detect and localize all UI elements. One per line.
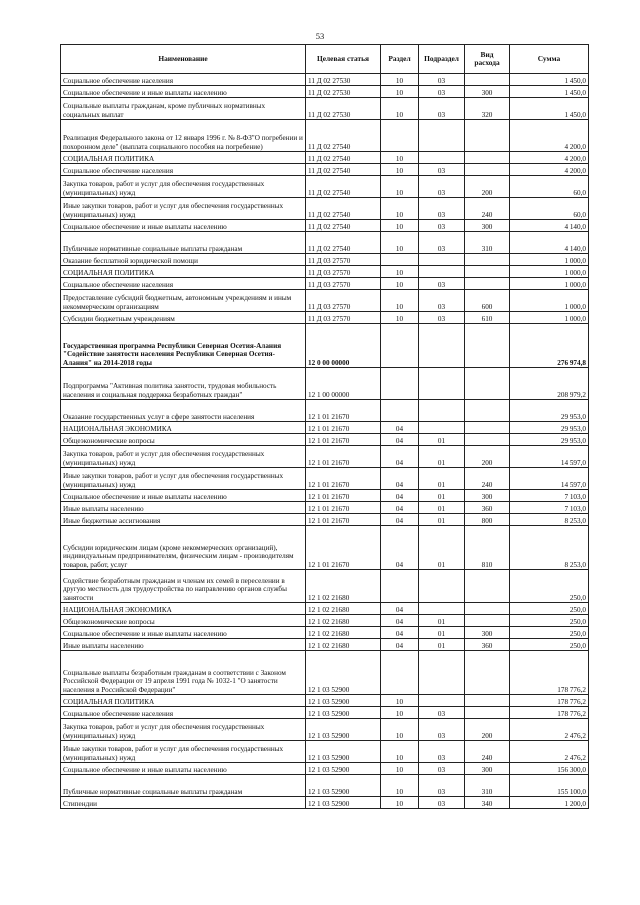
header-section: Раздел (381, 45, 419, 74)
row-sum-cell: 4 200,0 (510, 152, 589, 164)
row-subsection-cell: 03 (419, 164, 465, 176)
row-name-cell: Государственная программа Республики Северная Осетия-Алания "Содействие занятости населения Республики Северная Осетия-Алания" на 2014-2018 годы (61, 324, 306, 368)
row-name-cell: Иные выплаты населению (61, 639, 306, 651)
row-target-article-cell: 12 1 01 21670 (306, 446, 381, 468)
table-row (61, 400, 589, 422)
row-name-cell: Общеэкономические вопросы (61, 434, 306, 446)
row-section-cell: 10 (381, 176, 419, 198)
row-subsection-cell: 01 (419, 446, 465, 468)
row-sum-cell: 1 200,0 (510, 797, 589, 809)
table-row (61, 176, 589, 198)
row-expense-type-cell: 600 (465, 290, 510, 312)
row-section-cell: 04 (381, 490, 419, 502)
row-sum-cell: 8 253,0 (510, 526, 589, 570)
table-row (61, 324, 589, 368)
table-row (61, 278, 589, 290)
row-sum-cell: 7 103,0 (510, 502, 589, 514)
row-section-cell: 04 (381, 514, 419, 526)
row-expense-type-cell: 610 (465, 312, 510, 324)
row-subsection-cell (419, 152, 465, 164)
row-target-article-cell: 12 1 01 21670 (306, 400, 381, 422)
row-subsection-cell: 03 (419, 86, 465, 98)
row-subsection-cell: 03 (419, 278, 465, 290)
row-expense-type-cell (465, 266, 510, 278)
row-name-cell: Иные закупки товаров, работ и услуг для обеспечения государственных (муниципальных) нужд (61, 468, 306, 490)
row-sum-cell: 1 000,0 (510, 278, 589, 290)
row-section-cell: 10 (381, 86, 419, 98)
row-section-cell (381, 254, 419, 266)
row-name-cell: СОЦИАЛЬНАЯ ПОЛИТИКА (61, 152, 306, 164)
row-target-article-cell: 12 1 01 21670 (306, 434, 381, 446)
row-subsection-cell (419, 368, 465, 400)
row-expense-type-cell: 240 (465, 741, 510, 763)
table-row (61, 198, 589, 220)
row-expense-type-cell (465, 74, 510, 86)
row-sum-cell: 1 450,0 (510, 98, 589, 120)
row-sum-cell: 4 200,0 (510, 120, 589, 152)
row-name-cell: Социальное обеспечение и иные выплаты населению (61, 763, 306, 775)
row-subsection-cell: 01 (419, 615, 465, 627)
row-expense-type-cell (465, 603, 510, 615)
row-sum-cell: 4 200,0 (510, 164, 589, 176)
row-subsection-cell: 03 (419, 198, 465, 220)
row-expense-type-cell: 200 (465, 176, 510, 198)
row-section-cell: 04 (381, 434, 419, 446)
row-sum-cell: 156 300,0 (510, 763, 589, 775)
row-subsection-cell: 03 (419, 98, 465, 120)
row-subsection-cell (419, 651, 465, 695)
row-sum-cell: 7 103,0 (510, 490, 589, 502)
row-target-article-cell: 12 1 02 21680 (306, 570, 381, 603)
row-target-article-cell: 12 1 01 21670 (306, 502, 381, 514)
row-section-cell: 10 (381, 152, 419, 164)
row-sum-cell: 1 000,0 (510, 266, 589, 278)
row-sum-cell: 1 450,0 (510, 74, 589, 86)
row-name-cell: Социальное обеспечение и иные выплаты населению (61, 86, 306, 98)
row-subsection-cell: 01 (419, 639, 465, 651)
row-sum-cell: 14 597,0 (510, 468, 589, 490)
row-subsection-cell: 03 (419, 74, 465, 86)
table-row (61, 164, 589, 176)
row-subsection-cell (419, 603, 465, 615)
row-subsection-cell: 01 (419, 514, 465, 526)
row-expense-type-cell: 240 (465, 468, 510, 490)
row-target-article-cell: 12 1 01 21670 (306, 490, 381, 502)
row-sum-cell: 1 000,0 (510, 290, 589, 312)
row-section-cell: 04 (381, 468, 419, 490)
row-target-article-cell: 12 1 02 21680 (306, 639, 381, 651)
row-sum-cell: 208 979,2 (510, 368, 589, 400)
row-target-article-cell: 11 Д 02 27540 (306, 120, 381, 152)
row-section-cell: 10 (381, 266, 419, 278)
row-section-cell: 04 (381, 422, 419, 434)
row-expense-type-cell: 360 (465, 639, 510, 651)
row-subsection-cell: 03 (419, 775, 465, 797)
row-sum-cell: 178 776,2 (510, 707, 589, 719)
row-name-cell: НАЦИОНАЛЬНАЯ ЭКОНОМИКА (61, 422, 306, 434)
row-expense-type-cell: 340 (465, 797, 510, 809)
row-subsection-cell: 03 (419, 232, 465, 254)
table-row (61, 422, 589, 434)
row-name-cell: Социальное обеспечение и иные выплаты населению (61, 627, 306, 639)
row-subsection-cell (419, 400, 465, 422)
row-name-cell: Иные выплаты населению (61, 502, 306, 514)
row-target-article-cell: 12 1 02 21680 (306, 627, 381, 639)
row-expense-type-cell: 300 (465, 86, 510, 98)
row-target-article-cell: 12 1 03 52900 (306, 651, 381, 695)
row-sum-cell: 29 953,0 (510, 400, 589, 422)
row-section-cell: 04 (381, 627, 419, 639)
row-subsection-cell (419, 324, 465, 368)
row-section-cell: 04 (381, 615, 419, 627)
row-subsection-cell: 03 (419, 312, 465, 324)
row-name-cell: Закупка товаров, работ и услуг для обеспечения государственных (муниципальных) нужд (61, 176, 306, 198)
row-expense-type-cell (465, 651, 510, 695)
row-sum-cell: 250,0 (510, 627, 589, 639)
table-row (61, 603, 589, 615)
row-name-cell: Общеэкономические вопросы (61, 615, 306, 627)
table-row (61, 570, 589, 603)
row-name-cell: Реализация Федерального закона от 12 января 1996 г. № 8-ФЗ"О погребении и похоронном деле" (выплата социального пособия на погребение) (61, 120, 306, 152)
table-row (61, 74, 589, 86)
table-row (61, 719, 589, 741)
row-target-article-cell: 11 Д 02 27540 (306, 220, 381, 232)
row-section-cell: 10 (381, 164, 419, 176)
row-name-cell: Социальное обеспечение населения (61, 164, 306, 176)
row-name-cell: Содействие безработным гражданам и членам их семей в переселении в другую местность для трудоустройства по направлению органов службы занятости (61, 570, 306, 603)
row-expense-type-cell (465, 120, 510, 152)
row-subsection-cell (419, 120, 465, 152)
row-target-article-cell: 12 1 02 21680 (306, 615, 381, 627)
row-sum-cell: 1 000,0 (510, 312, 589, 324)
row-section-cell: 10 (381, 198, 419, 220)
row-subsection-cell: 01 (419, 526, 465, 570)
row-target-article-cell: 12 1 03 52900 (306, 707, 381, 719)
row-name-cell: Закупка товаров, работ и услуг для обеспечения государственных (муниципальных) нужд (61, 719, 306, 741)
table-body (61, 74, 589, 809)
table-row (61, 615, 589, 627)
table-row (61, 312, 589, 324)
row-section-cell: 10 (381, 797, 419, 809)
row-name-cell: НАЦИОНАЛЬНАЯ ЭКОНОМИКА (61, 603, 306, 615)
row-section-cell: 10 (381, 312, 419, 324)
row-section-cell (381, 570, 419, 603)
table-row (61, 368, 589, 400)
row-target-article-cell: 12 1 03 52900 (306, 775, 381, 797)
row-name-cell: Предоставление субсидий бюджетным, автономным учреждениям и иным некоммерческим организациям (61, 290, 306, 312)
row-sum-cell: 4 140,0 (510, 220, 589, 232)
row-expense-type-cell (465, 707, 510, 719)
row-expense-type-cell (465, 254, 510, 266)
row-subsection-cell: 01 (419, 627, 465, 639)
row-section-cell: 10 (381, 232, 419, 254)
row-section-cell: 10 (381, 775, 419, 797)
row-name-cell: Оказание государственных услуг в сфере занятости населения (61, 400, 306, 422)
row-expense-type-cell: 300 (465, 490, 510, 502)
row-subsection-cell: 03 (419, 176, 465, 198)
table-row (61, 763, 589, 775)
row-name-cell: Социальное обеспечение населения (61, 74, 306, 86)
row-section-cell (381, 324, 419, 368)
table-row (61, 502, 589, 514)
row-name-cell: Публичные нормативные социальные выплаты гражданам (61, 775, 306, 797)
header-sum: Сумма (510, 45, 589, 74)
table-row (61, 797, 589, 809)
row-section-cell: 10 (381, 695, 419, 707)
row-target-article-cell: 11 Д 03 27570 (306, 278, 381, 290)
row-name-cell: Социальное обеспечение населения (61, 278, 306, 290)
table-header-row (61, 45, 589, 74)
row-target-article-cell: 12 1 01 21670 (306, 514, 381, 526)
table-row (61, 86, 589, 98)
row-expense-type-cell (465, 324, 510, 368)
row-expense-type-cell (465, 278, 510, 290)
row-sum-cell: 2 476,2 (510, 719, 589, 741)
row-sum-cell: 29 953,0 (510, 434, 589, 446)
row-target-article-cell: 12 0 00 00000 (306, 324, 381, 368)
row-subsection-cell: 03 (419, 741, 465, 763)
row-subsection-cell (419, 254, 465, 266)
row-name-cell: Субсидии бюджетным учреждениям (61, 312, 306, 324)
row-target-article-cell: 12 1 00 00000 (306, 368, 381, 400)
row-target-article-cell: 12 1 01 21670 (306, 526, 381, 570)
row-expense-type-cell (465, 695, 510, 707)
row-sum-cell: 178 776,2 (510, 651, 589, 695)
row-name-cell: Иные закупки товаров, работ и услуг для обеспечения государственных (муниципальных) нужд (61, 741, 306, 763)
row-expense-type-cell: 200 (465, 719, 510, 741)
row-sum-cell: 178 776,2 (510, 695, 589, 707)
row-section-cell (381, 400, 419, 422)
row-sum-cell: 8 253,0 (510, 514, 589, 526)
row-subsection-cell: 03 (419, 220, 465, 232)
table-row (61, 152, 589, 164)
row-sum-cell: 250,0 (510, 603, 589, 615)
row-target-article-cell: 11 Д 02 27540 (306, 164, 381, 176)
table-row (61, 434, 589, 446)
row-sum-cell: 29 953,0 (510, 422, 589, 434)
row-subsection-cell: 03 (419, 797, 465, 809)
row-target-article-cell: 11 Д 03 27570 (306, 254, 381, 266)
row-sum-cell: 155 100,0 (510, 775, 589, 797)
row-subsection-cell: 03 (419, 719, 465, 741)
row-name-cell: Иные бюджетные ассигнования (61, 514, 306, 526)
table-row (61, 526, 589, 570)
row-name-cell: Оказание бесплатной юридической помощи (61, 254, 306, 266)
row-expense-type-cell: 300 (465, 627, 510, 639)
row-subsection-cell: 01 (419, 434, 465, 446)
row-section-cell: 04 (381, 446, 419, 468)
row-name-cell: Социальное обеспечение населения (61, 707, 306, 719)
row-sum-cell: 60,0 (510, 198, 589, 220)
row-section-cell: 04 (381, 603, 419, 615)
row-subsection-cell: 03 (419, 707, 465, 719)
row-expense-type-cell: 810 (465, 526, 510, 570)
row-target-article-cell: 12 1 03 52900 (306, 763, 381, 775)
row-expense-type-cell: 240 (465, 198, 510, 220)
row-sum-cell: 4 140,0 (510, 232, 589, 254)
table-row (61, 254, 589, 266)
row-target-article-cell: 12 1 03 52900 (306, 695, 381, 707)
row-name-cell: Публичные нормативные социальные выплаты гражданам (61, 232, 306, 254)
row-section-cell: 10 (381, 290, 419, 312)
row-expense-type-cell (465, 400, 510, 422)
row-target-article-cell: 11 Д 03 27570 (306, 266, 381, 278)
row-name-cell: Социальные выплаты гражданам, кроме публичных нормативных социальных выплат (61, 98, 306, 120)
row-section-cell: 10 (381, 278, 419, 290)
row-section-cell: 10 (381, 741, 419, 763)
row-subsection-cell: 01 (419, 468, 465, 490)
table-row (61, 446, 589, 468)
row-target-article-cell: 12 1 03 52900 (306, 797, 381, 809)
row-target-article-cell: 12 1 01 21670 (306, 422, 381, 434)
row-section-cell: 10 (381, 707, 419, 719)
table-row (61, 220, 589, 232)
row-expense-type-cell: 360 (465, 502, 510, 514)
row-sum-cell: 14 597,0 (510, 446, 589, 468)
row-name-cell: Субсидии юридическим лицам (кроме некоммерческих организаций), индивидуальным предпринимателям, физическим лицам - производителям товаров, работ, услуг (61, 526, 306, 570)
table-row (61, 627, 589, 639)
row-name-cell: Социальное обеспечение и иные выплаты населению (61, 220, 306, 232)
row-name-cell: СОЦИАЛЬНАЯ ПОЛИТИКА (61, 266, 306, 278)
row-sum-cell: 1 000,0 (510, 254, 589, 266)
row-name-cell: Социальное обеспечение и иные выплаты населению (61, 490, 306, 502)
table-row (61, 639, 589, 651)
row-expense-type-cell (465, 164, 510, 176)
page-number: 53 (315, 31, 325, 41)
row-target-article-cell: 11 Д 03 27570 (306, 312, 381, 324)
row-target-article-cell: 12 1 01 21670 (306, 468, 381, 490)
row-target-article-cell: 11 Д 02 27540 (306, 152, 381, 164)
row-subsection-cell: 01 (419, 490, 465, 502)
row-subsection-cell: 03 (419, 290, 465, 312)
row-expense-type-cell: 300 (465, 220, 510, 232)
row-target-article-cell: 11 Д 02 27530 (306, 98, 381, 120)
row-expense-type-cell (465, 422, 510, 434)
budget-table (60, 44, 589, 809)
row-subsection-cell: 01 (419, 502, 465, 514)
table-row (61, 120, 589, 152)
row-sum-cell: 250,0 (510, 615, 589, 627)
row-subsection-cell: 03 (419, 763, 465, 775)
row-name-cell: СОЦИАЛЬНАЯ ПОЛИТИКА (61, 695, 306, 707)
row-sum-cell: 250,0 (510, 639, 589, 651)
row-section-cell (381, 651, 419, 695)
table-row (61, 490, 589, 502)
row-expense-type-cell: 320 (465, 98, 510, 120)
row-expense-type-cell (465, 615, 510, 627)
table-row (61, 290, 589, 312)
row-target-article-cell: 11 Д 02 27540 (306, 198, 381, 220)
table-row (61, 695, 589, 707)
row-section-cell: 04 (381, 526, 419, 570)
row-section-cell: 04 (381, 502, 419, 514)
row-sum-cell: 1 450,0 (510, 86, 589, 98)
row-expense-type-cell: 310 (465, 232, 510, 254)
table-row (61, 232, 589, 254)
row-target-article-cell: 11 Д 03 27570 (306, 290, 381, 312)
row-target-article-cell: 11 Д 02 27530 (306, 74, 381, 86)
row-section-cell: 04 (381, 639, 419, 651)
row-section-cell: 10 (381, 74, 419, 86)
row-subsection-cell (419, 570, 465, 603)
row-expense-type-cell: 800 (465, 514, 510, 526)
row-section-cell: 10 (381, 719, 419, 741)
row-subsection-cell (419, 422, 465, 434)
table-row (61, 98, 589, 120)
row-expense-type-cell (465, 152, 510, 164)
row-name-cell: Закупка товаров, работ и услуг для обеспечения государственных (муниципальных) нужд (61, 446, 306, 468)
header-target-article: Целевая статья (306, 45, 381, 74)
row-expense-type-cell (465, 570, 510, 603)
table-row (61, 468, 589, 490)
row-expense-type-cell: 310 (465, 775, 510, 797)
table-row (61, 266, 589, 278)
table-row (61, 707, 589, 719)
row-target-article-cell: 11 Д 02 27540 (306, 176, 381, 198)
row-sum-cell: 2 476,2 (510, 741, 589, 763)
row-name-cell: Социальные выплаты безработным гражданам в соответствии с Законом Российской Федерации от 19 апреля 1991 года № 1032-1 "О занятости населения в Российской Федерации" (61, 651, 306, 695)
row-section-cell (381, 368, 419, 400)
row-target-article-cell: 12 1 03 52900 (306, 741, 381, 763)
row-section-cell: 10 (381, 98, 419, 120)
row-target-article-cell: 11 Д 02 27540 (306, 232, 381, 254)
row-name-cell: Подпрограмма "Активная политика занятости, трудовая мобильность населения и социальная поддержка безработных граждан" (61, 368, 306, 400)
row-expense-type-cell: 200 (465, 446, 510, 468)
row-sum-cell: 276 974,8 (510, 324, 589, 368)
row-expense-type-cell: 300 (465, 763, 510, 775)
row-expense-type-cell (465, 368, 510, 400)
table-row (61, 514, 589, 526)
row-section-cell: 10 (381, 763, 419, 775)
row-subsection-cell (419, 266, 465, 278)
header-expense-type: Вид расхода (465, 45, 510, 74)
row-section-cell: 10 (381, 220, 419, 232)
row-target-article-cell: 12 1 03 52900 (306, 719, 381, 741)
row-target-article-cell: 11 Д 02 27530 (306, 86, 381, 98)
table-row (61, 775, 589, 797)
row-name-cell: Стипендии (61, 797, 306, 809)
table-row (61, 741, 589, 763)
table-row (61, 651, 589, 695)
row-expense-type-cell (465, 434, 510, 446)
header-name: Наименование (61, 45, 306, 74)
row-subsection-cell (419, 695, 465, 707)
header-subsection: Подраздел (419, 45, 465, 74)
row-sum-cell: 250,0 (510, 570, 589, 603)
row-target-article-cell: 12 1 02 21680 (306, 603, 381, 615)
row-name-cell: Иные закупки товаров, работ и услуг для обеспечения государственных (муниципальных) нужд (61, 198, 306, 220)
row-section-cell (381, 120, 419, 152)
row-sum-cell: 60,0 (510, 176, 589, 198)
